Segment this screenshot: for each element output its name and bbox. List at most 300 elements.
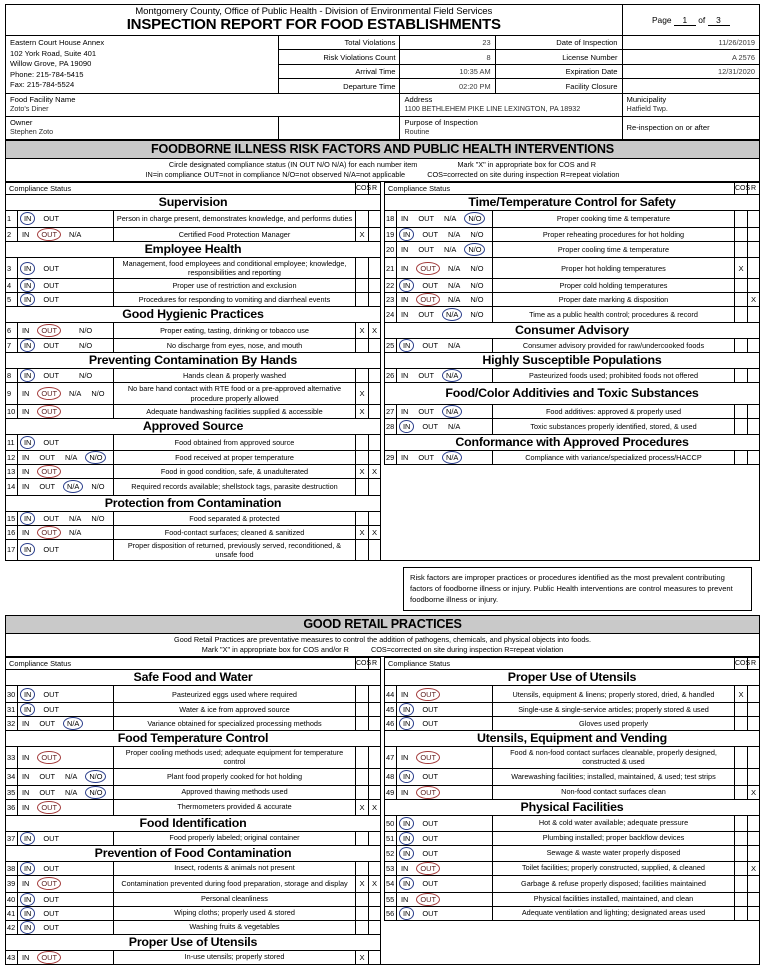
status-option[interactable]: OUT [422,421,439,431]
item-r-mark[interactable] [369,747,381,768]
item-compliance-status[interactable] [397,210,493,227]
item-compliance-status[interactable] [18,210,114,227]
item-r-mark[interactable] [748,831,760,845]
item-cos-mark[interactable] [356,279,369,293]
item-compliance-status[interactable] [397,785,493,799]
status-option[interactable]: IN [399,228,414,241]
item-cos-mark[interactable] [735,747,748,768]
status-option[interactable]: OUT [422,705,439,715]
status-option[interactable]: IN [20,688,35,701]
item-compliance-status[interactable] [397,307,493,323]
status-option[interactable]: OUT [422,908,439,918]
item-cos-mark[interactable] [735,906,748,920]
item-r-mark[interactable] [748,768,760,785]
item-compliance-status[interactable] [18,906,114,920]
status-option[interactable]: OUT [416,751,440,764]
status-option[interactable]: OUT [43,371,60,381]
status-option[interactable]: IN [401,894,409,904]
item-cos-mark[interactable] [356,717,369,731]
item-compliance-status[interactable] [397,892,493,906]
status-option[interactable]: N/O [91,389,105,399]
item-r-mark[interactable] [748,404,760,418]
status-option[interactable]: OUT [43,437,60,447]
status-option[interactable]: OUT [422,719,439,729]
status-option[interactable]: OUT [43,908,60,918]
item-compliance-status[interactable] [18,920,114,934]
item-r-mark[interactable] [748,703,760,717]
item-r-mark[interactable] [748,210,760,227]
status-option[interactable]: N/A [69,527,82,537]
status-option[interactable]: N/A [65,772,78,782]
status-option[interactable]: IN [399,832,414,845]
item-cos-mark[interactable] [735,418,748,434]
item-r-mark[interactable] [369,831,381,845]
status-option[interactable]: IN [22,787,30,797]
status-option[interactable]: IN [20,339,35,352]
item-cos-mark[interactable] [356,434,369,450]
item-cos-mark[interactable] [735,845,748,861]
status-option[interactable]: OUT [43,545,60,555]
status-option[interactable]: OUT [43,513,60,523]
status-option[interactable]: N/A [69,229,82,239]
status-option[interactable]: IN [20,862,35,875]
status-option[interactable]: IN [20,512,35,525]
item-cos-mark[interactable] [735,227,748,241]
status-option[interactable]: IN [20,907,35,920]
item-compliance-status[interactable] [18,339,114,353]
status-option[interactable]: OUT [39,452,56,462]
item-cos-mark[interactable] [356,785,369,799]
item-compliance-status[interactable] [18,686,114,703]
status-option[interactable]: OUT [37,751,61,764]
item-compliance-status[interactable] [18,785,114,799]
status-option[interactable]: N/A [442,451,462,464]
status-option[interactable]: OUT [43,922,60,932]
status-option[interactable]: N/O [464,212,485,225]
item-compliance-status[interactable] [18,892,114,906]
item-cos-mark[interactable] [356,892,369,906]
status-option[interactable]: N/A [65,452,78,462]
item-cos-mark[interactable]: X [356,227,369,241]
status-option[interactable]: IN [22,802,30,812]
status-option[interactable]: OUT [37,228,61,241]
item-cos-mark[interactable] [735,785,748,799]
item-cos-mark[interactable] [735,279,748,293]
status-option[interactable]: OUT [43,214,60,224]
item-r-mark[interactable] [369,383,381,404]
item-cos-mark[interactable] [735,369,748,383]
status-option[interactable]: OUT [43,281,60,291]
item-compliance-status[interactable] [397,257,493,278]
item-r-mark[interactable] [748,369,760,383]
item-cos-mark[interactable] [356,339,369,353]
item-cos-mark[interactable] [356,450,369,464]
status-option[interactable]: N/O [85,451,106,464]
item-r-mark[interactable] [369,920,381,934]
item-compliance-status[interactable] [397,845,493,861]
status-option[interactable]: IN [22,326,30,336]
item-cos-mark[interactable] [735,404,748,418]
status-option[interactable]: OUT [37,324,61,337]
item-cos-mark[interactable] [356,478,369,495]
item-compliance-status[interactable] [18,293,114,307]
item-cos-mark[interactable]: X [356,799,369,815]
item-compliance-status[interactable] [397,815,493,831]
status-option[interactable]: OUT [422,848,439,858]
status-option[interactable]: OUT [422,833,439,843]
status-option[interactable]: IN [20,262,35,275]
item-r-mark[interactable] [748,450,760,464]
status-option[interactable]: N/A [448,281,461,291]
status-option[interactable]: IN [20,921,35,934]
status-option[interactable]: IN [401,263,409,273]
status-option[interactable]: IN [399,817,414,830]
status-option[interactable]: OUT [37,801,61,814]
item-r-mark[interactable]: X [748,293,760,307]
status-option[interactable]: IN [399,877,414,890]
item-cos-mark[interactable]: X [356,950,369,964]
status-option[interactable]: IN [22,482,30,492]
item-cos-mark[interactable] [356,920,369,934]
status-option[interactable]: IN [399,703,414,716]
item-compliance-status[interactable] [18,464,114,478]
item-r-mark[interactable] [369,906,381,920]
item-r-mark[interactable] [748,257,760,278]
item-compliance-status[interactable] [397,450,493,464]
status-option[interactable]: IN [399,717,414,730]
item-compliance-status[interactable] [18,434,114,450]
status-option[interactable]: IN [401,787,409,797]
item-compliance-status[interactable] [18,799,114,815]
status-option[interactable]: IN [22,527,30,537]
item-compliance-status[interactable] [18,404,114,418]
status-option[interactable]: N/A [65,787,78,797]
status-option[interactable]: IN [401,752,409,762]
item-r-mark[interactable] [369,703,381,717]
status-option[interactable]: IN [20,893,35,906]
status-option[interactable]: OUT [418,244,435,254]
item-r-mark[interactable] [369,785,381,799]
status-option[interactable]: IN [401,689,409,699]
status-option[interactable]: OUT [43,705,60,715]
item-r-mark[interactable] [369,450,381,464]
item-r-mark[interactable] [748,307,760,323]
status-option[interactable]: N/O [85,770,106,783]
status-option[interactable]: IN [22,719,30,729]
item-cos-mark[interactable] [356,768,369,785]
item-cos-mark[interactable] [356,747,369,768]
item-compliance-status[interactable] [397,906,493,920]
status-option[interactable]: N/O [91,513,105,523]
status-option[interactable]: OUT [39,482,56,492]
item-r-mark[interactable] [748,747,760,768]
status-option[interactable]: OUT [422,772,439,782]
item-compliance-status[interactable] [18,450,114,464]
item-compliance-status[interactable] [18,768,114,785]
item-compliance-status[interactable] [397,293,493,307]
status-option[interactable]: IN [20,279,35,292]
item-compliance-status[interactable] [18,227,114,241]
item-r-mark[interactable] [369,293,381,307]
status-option[interactable]: IN [399,279,414,292]
status-option[interactable]: N/A [448,263,461,273]
status-option[interactable]: OUT [416,862,440,875]
item-cos-mark[interactable] [735,210,748,227]
item-compliance-status[interactable] [18,511,114,525]
status-option[interactable]: N/A [442,405,462,418]
item-cos-mark[interactable]: X [356,383,369,404]
status-option[interactable]: OUT [416,293,440,306]
item-r-mark[interactable]: X [369,323,381,339]
status-option[interactable]: IN [401,406,409,416]
status-option[interactable]: N/O [464,243,485,256]
item-r-mark[interactable] [369,227,381,241]
item-cos-mark[interactable] [735,293,748,307]
status-option[interactable]: OUT [39,787,56,797]
status-option[interactable]: OUT [418,214,435,224]
status-option[interactable]: OUT [43,833,60,843]
status-option[interactable]: OUT [43,295,60,305]
item-cos-mark[interactable] [356,293,369,307]
status-option[interactable]: OUT [418,406,435,416]
status-option[interactable]: OUT [43,341,60,351]
status-option[interactable]: OUT [43,863,60,873]
item-r-mark[interactable] [748,845,760,861]
item-cos-mark[interactable]: X [356,323,369,339]
status-option[interactable]: N/A [448,341,461,351]
status-option[interactable]: IN [399,847,414,860]
status-option[interactable]: OUT [37,387,61,400]
item-compliance-status[interactable] [397,703,493,717]
status-option[interactable]: OUT [422,818,439,828]
status-option[interactable]: OUT [422,229,439,239]
item-compliance-status[interactable] [397,339,493,353]
item-compliance-status[interactable] [397,686,493,703]
item-r-mark[interactable] [748,339,760,353]
item-r-mark[interactable] [369,434,381,450]
status-option[interactable]: OUT [416,688,440,701]
status-option[interactable]: IN [401,310,409,320]
item-compliance-status[interactable] [18,279,114,293]
item-compliance-status[interactable] [18,323,114,339]
item-cos-mark[interactable]: X [356,404,369,418]
item-compliance-status[interactable] [397,369,493,383]
status-option[interactable]: IN [401,244,409,254]
status-option[interactable]: IN [20,212,35,225]
status-option[interactable]: OUT [422,281,439,291]
status-option[interactable]: OUT [37,877,61,890]
item-r-mark[interactable] [369,279,381,293]
status-option[interactable]: IN [399,907,414,920]
status-option[interactable]: OUT [416,262,440,275]
status-option[interactable]: IN [401,295,409,305]
status-option[interactable]: IN [22,752,30,762]
status-option[interactable]: OUT [37,951,61,964]
item-r-mark[interactable] [369,404,381,418]
item-r-mark[interactable] [369,768,381,785]
status-option[interactable]: IN [20,293,35,306]
item-compliance-status[interactable] [18,950,114,964]
status-option[interactable]: N/O [470,310,484,320]
item-cos-mark[interactable]: X [356,875,369,892]
status-option[interactable]: OUT [43,689,60,699]
status-option[interactable]: IN [399,420,414,433]
item-compliance-status[interactable] [397,747,493,768]
item-r-mark[interactable] [369,892,381,906]
item-compliance-status[interactable] [18,539,114,560]
item-cos-mark[interactable] [356,369,369,383]
status-option[interactable]: N/A [63,717,83,730]
status-option[interactable]: OUT [37,465,61,478]
status-option[interactable]: OUT [39,719,56,729]
item-r-mark[interactable]: X [369,799,381,815]
item-compliance-status[interactable] [18,525,114,539]
item-r-mark[interactable]: X [369,875,381,892]
item-r-mark[interactable] [369,478,381,495]
item-cos-mark[interactable]: X [356,525,369,539]
status-option[interactable]: N/O [85,786,106,799]
item-compliance-status[interactable] [397,768,493,785]
item-r-mark[interactable] [369,511,381,525]
status-option[interactable]: OUT [37,526,61,539]
item-r-mark[interactable] [369,257,381,278]
item-compliance-status[interactable] [397,861,493,875]
status-option[interactable]: OUT [43,263,60,273]
item-compliance-status[interactable] [397,227,493,241]
item-r-mark[interactable] [748,418,760,434]
item-r-mark[interactable] [748,686,760,703]
status-option[interactable]: N/A [442,308,462,321]
status-option[interactable]: IN [20,436,35,449]
item-r-mark[interactable] [369,539,381,560]
status-option[interactable]: IN [20,369,35,382]
item-r-mark[interactable] [748,717,760,731]
item-cos-mark[interactable] [356,539,369,560]
item-r-mark[interactable]: X [369,525,381,539]
item-r-mark[interactable] [748,875,760,892]
status-option[interactable]: OUT [418,310,435,320]
status-option[interactable]: OUT [416,893,440,906]
item-compliance-status[interactable] [18,717,114,731]
item-r-mark[interactable] [748,892,760,906]
item-compliance-status[interactable] [397,717,493,731]
status-option[interactable]: N/A [63,480,83,493]
item-cos-mark[interactable] [356,686,369,703]
item-cos-mark[interactable]: X [735,257,748,278]
status-option[interactable]: IN [22,466,30,476]
item-cos-mark[interactable] [735,768,748,785]
status-option[interactable]: IN [20,703,35,716]
status-option[interactable]: N/O [470,229,484,239]
item-compliance-status[interactable] [18,861,114,875]
status-option[interactable]: IN [22,772,30,782]
item-cos-mark[interactable] [356,906,369,920]
status-option[interactable]: N/O [79,371,93,381]
item-r-mark[interactable]: X [748,861,760,875]
item-r-mark[interactable] [748,241,760,257]
item-compliance-status[interactable] [397,241,493,257]
status-option[interactable]: IN [401,371,409,381]
item-cos-mark[interactable] [356,861,369,875]
status-option[interactable]: N/O [91,482,105,492]
status-option[interactable]: N/A [69,513,82,523]
status-option[interactable]: IN [22,879,30,889]
item-cos-mark[interactable] [735,875,748,892]
item-r-mark[interactable] [369,861,381,875]
status-option[interactable]: N/A [448,295,461,305]
item-compliance-status[interactable] [18,875,114,892]
status-option[interactable]: IN [22,452,30,462]
status-option[interactable]: OUT [416,786,440,799]
status-option[interactable]: N/A [448,421,461,431]
item-r-mark[interactable] [369,369,381,383]
status-option[interactable]: IN [399,770,414,783]
item-cos-mark[interactable] [735,241,748,257]
status-option[interactable]: N/O [470,295,484,305]
item-compliance-status[interactable] [18,383,114,404]
item-cos-mark[interactable] [735,339,748,353]
status-option[interactable]: IN [401,214,409,224]
item-r-mark[interactable] [369,210,381,227]
item-cos-mark[interactable] [735,703,748,717]
status-option[interactable]: IN [399,339,414,352]
item-cos-mark[interactable]: X [356,464,369,478]
status-option[interactable]: OUT [422,879,439,889]
item-r-mark[interactable] [369,339,381,353]
status-option[interactable]: N/A [448,229,461,239]
item-cos-mark[interactable] [735,450,748,464]
status-option[interactable]: IN [20,543,35,556]
status-option[interactable]: OUT [39,772,56,782]
status-option[interactable]: IN [22,389,30,399]
item-r-mark[interactable] [369,717,381,731]
item-cos-mark[interactable] [356,831,369,845]
item-compliance-status[interactable] [18,747,114,768]
status-option[interactable]: N/A [444,214,457,224]
item-r-mark[interactable] [748,227,760,241]
item-compliance-status[interactable] [397,404,493,418]
status-option[interactable]: N/O [79,326,93,336]
item-compliance-status[interactable] [397,831,493,845]
status-option[interactable]: IN [401,452,409,462]
item-compliance-status[interactable] [18,831,114,845]
item-cos-mark[interactable] [735,892,748,906]
status-option[interactable]: OUT [418,452,435,462]
item-cos-mark[interactable] [735,861,748,875]
item-compliance-status[interactable] [18,369,114,383]
item-cos-mark[interactable] [735,831,748,845]
item-r-mark[interactable] [369,950,381,964]
item-compliance-status[interactable] [18,703,114,717]
status-option[interactable]: OUT [418,371,435,381]
status-option[interactable]: N/O [79,341,93,351]
status-option[interactable]: N/O [470,263,484,273]
item-compliance-status[interactable] [397,279,493,293]
item-r-mark[interactable] [748,815,760,831]
item-cos-mark[interactable] [356,210,369,227]
item-r-mark[interactable]: X [369,464,381,478]
item-cos-mark[interactable]: X [735,686,748,703]
status-option[interactable]: IN [401,863,409,873]
status-option[interactable]: N/A [69,389,82,399]
status-option[interactable]: N/A [442,369,462,382]
item-cos-mark[interactable] [356,257,369,278]
status-option[interactable]: IN [22,229,30,239]
item-cos-mark[interactable] [735,717,748,731]
status-option[interactable]: N/A [444,244,457,254]
item-r-mark[interactable] [748,279,760,293]
item-cos-mark[interactable] [356,511,369,525]
